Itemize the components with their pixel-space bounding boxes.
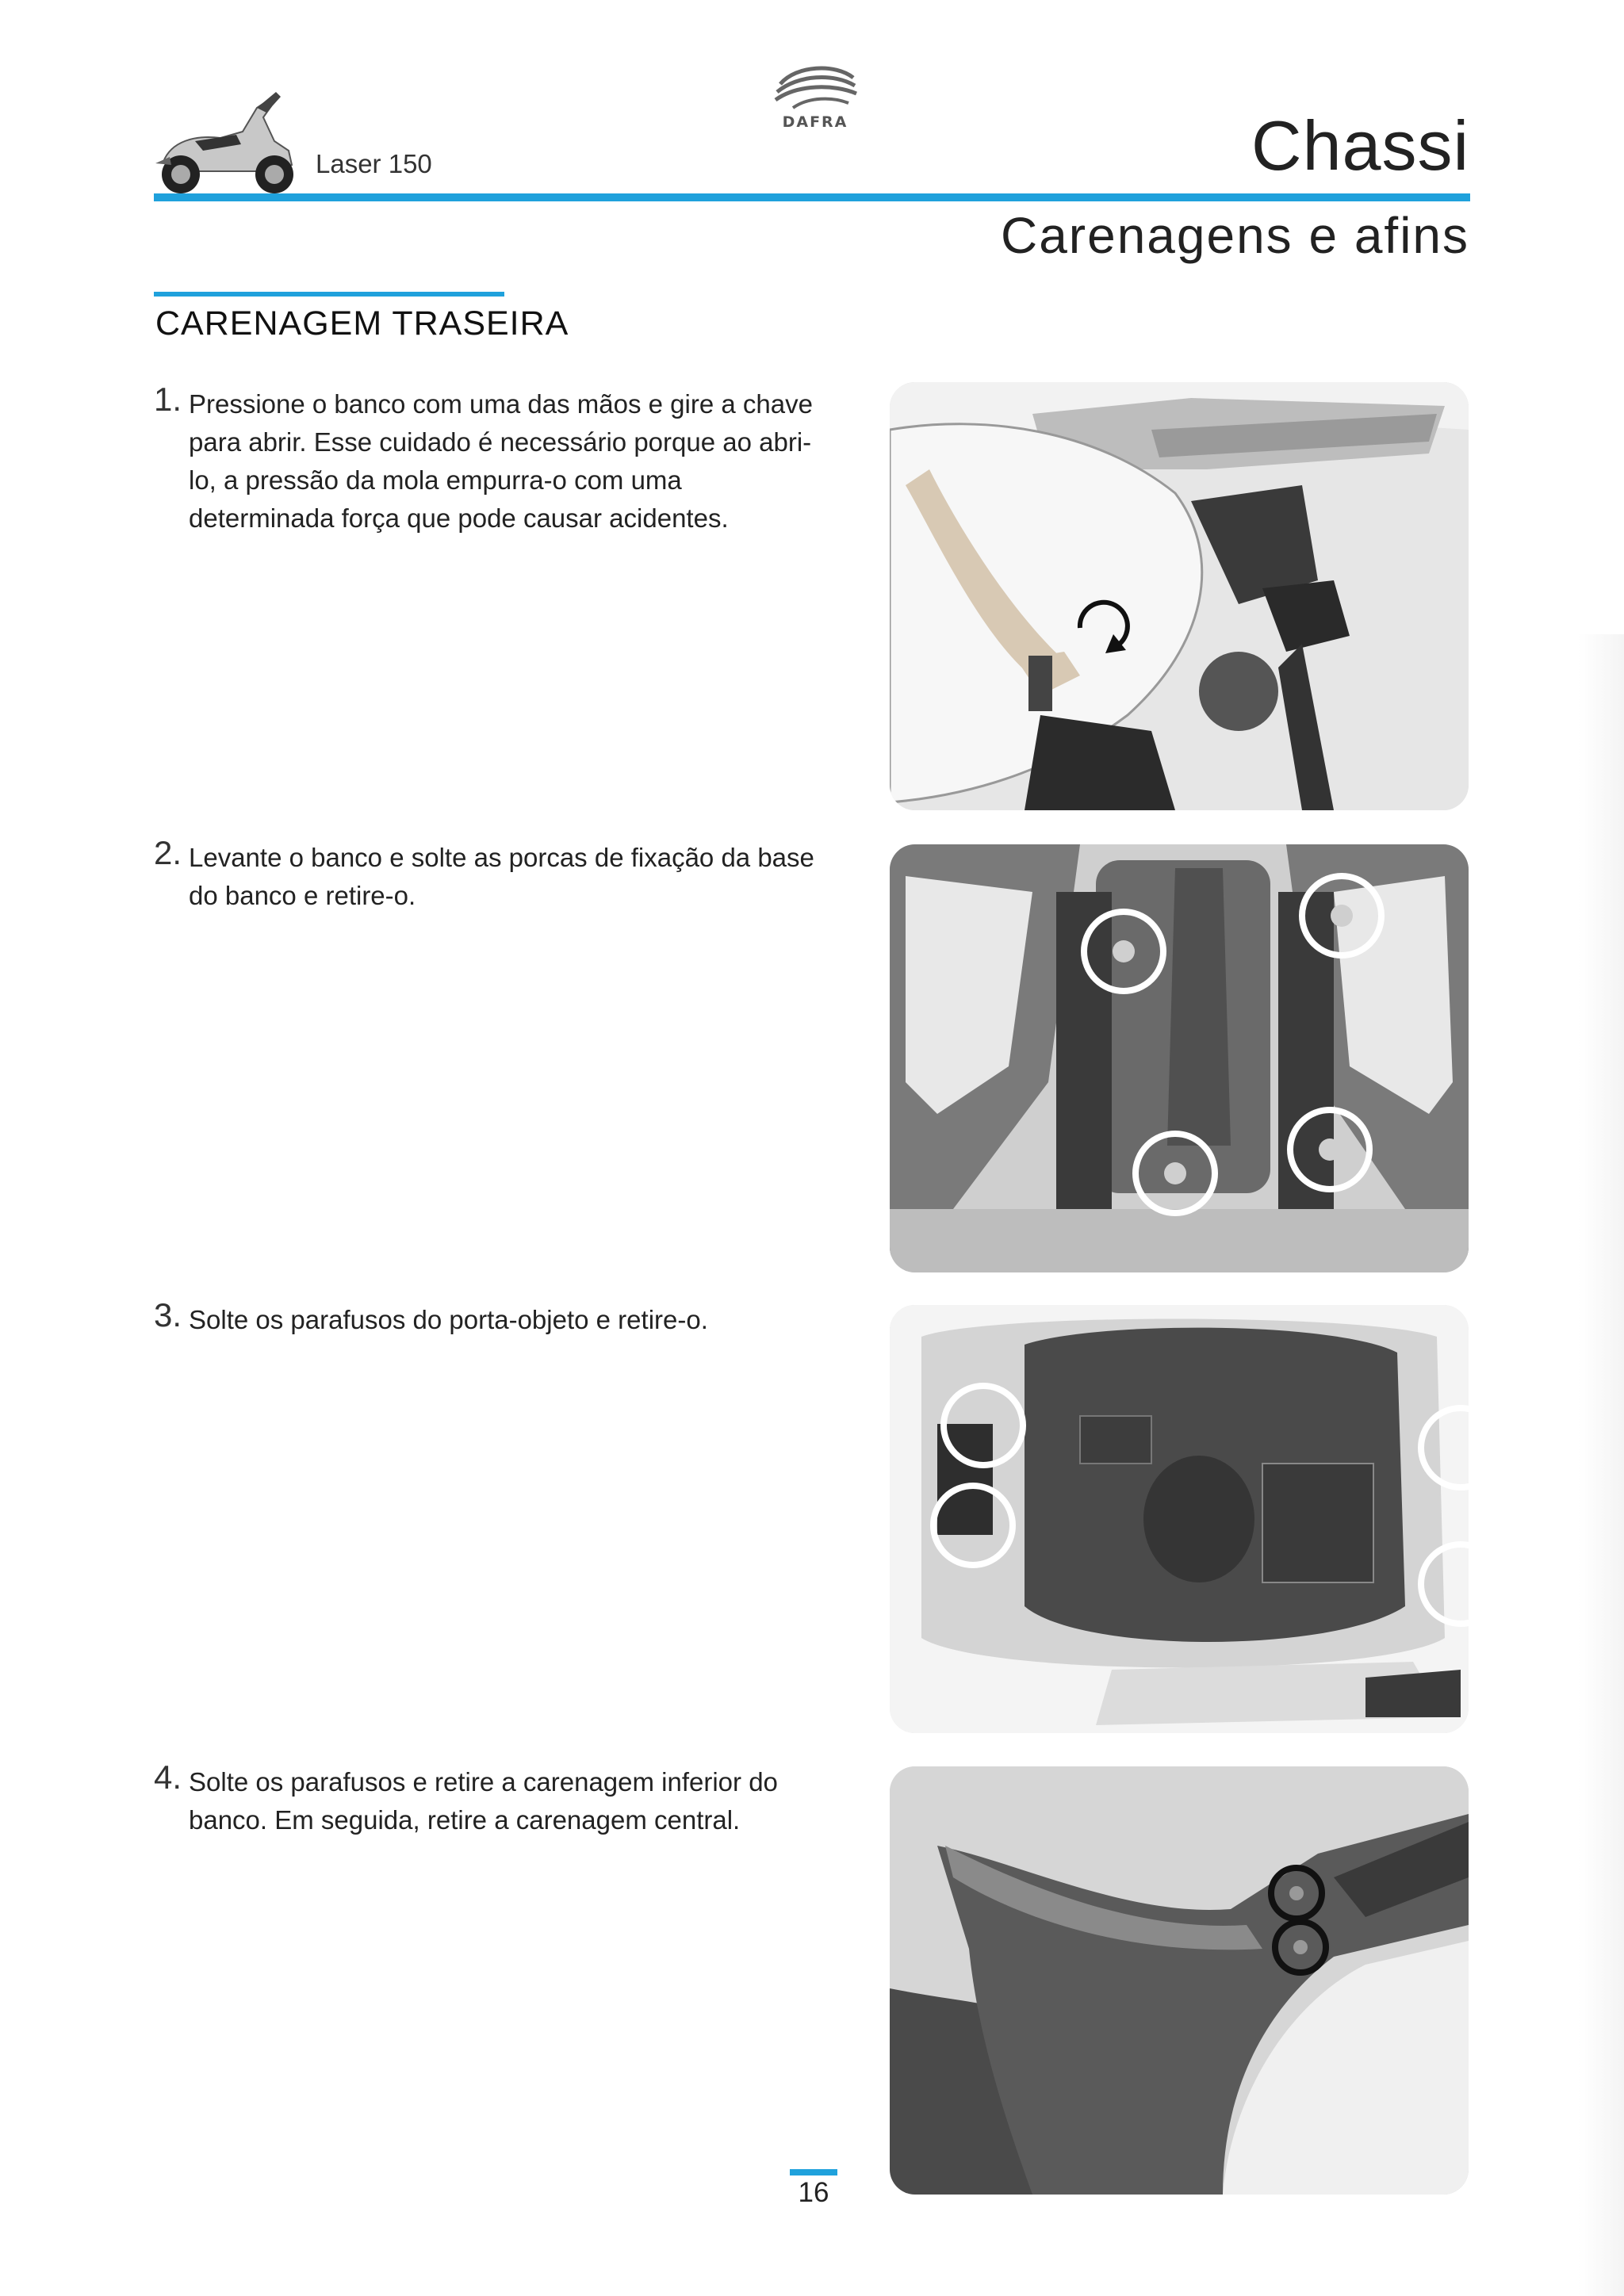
step-1	[154, 381, 828, 538]
scooter-illustration	[147, 86, 306, 198]
page-number-divider	[790, 2169, 837, 2175]
step-number: 3.	[154, 1296, 182, 1334]
section-title: Carenagens e afins	[1000, 207, 1469, 264]
model-name: Laser 150	[316, 149, 432, 178]
step-text: Solte os parafusos do porta-objeto e retire-o.	[189, 1305, 708, 1334]
subheading-divider	[154, 292, 504, 297]
step-text: Levante o banco e solte as porcas de fixação da base do banco e retire-o.	[189, 843, 814, 910]
header-divider	[154, 193, 1470, 201]
step-4	[154, 1758, 828, 1839]
dafra-emblem-icon	[769, 60, 861, 109]
chapter-title: Chassi	[1251, 106, 1469, 185]
dafra-logo	[769, 60, 861, 136]
photo-step-2-seat-base-nuts	[890, 844, 1469, 1272]
step-number: 2.	[154, 834, 182, 871]
step-text: Pressione o banco com uma das mãos e gire a chave para abrir. Esse cuidado é necessário porque ao abri-lo, a pressão da mola empurra-o com uma determinada força que pode causar acidentes.	[189, 389, 813, 533]
step-number: 4.	[154, 1758, 182, 1796]
brand-name: DAFRA	[782, 113, 848, 131]
page-number: 16	[798, 2177, 829, 2208]
photo-step-4-lower-seat-cowl	[890, 1766, 1469, 2195]
photo-step-3-storage-box-screws	[890, 1305, 1469, 1733]
page-edge-shade	[1578, 634, 1624, 2296]
photo-step-1-seat-key	[890, 382, 1469, 810]
step-text: Solte os parafusos e retire a carenagem inferior do banco. Em seguida, retire a carenagem central.	[189, 1767, 778, 1835]
step-2	[154, 834, 828, 915]
step-3	[154, 1296, 828, 1339]
subheading: CARENAGEM TRASEIRA	[155, 304, 569, 342]
step-number: 1.	[154, 381, 182, 418]
